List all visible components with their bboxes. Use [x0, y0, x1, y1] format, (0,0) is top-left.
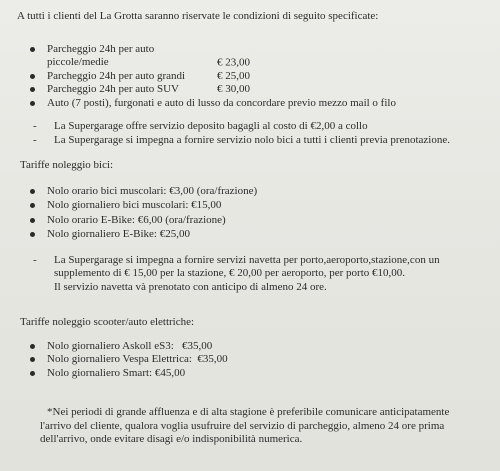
bullet-icon	[30, 189, 35, 194]
dash-icon: -	[33, 133, 37, 146]
bullet-icon	[30, 74, 35, 79]
footnote: *Nei periodi di grande affluenza e di alta stagione è preferibile comunicare anticipatamente l'arrivo del cliente, qualora voglia usufruire del servizio di parcheggio, almeno 24 ore prima dell'arrivo, onde evitare disagi e/o indisponibilità numerica.	[40, 406, 450, 445]
list-item: Nolo giornaliero Smart: €45,00	[30, 367, 486, 381]
scooter-section-title: Tariffe noleggio scooter/auto elettriche:	[20, 316, 195, 328]
list-item: Nolo giornaliero Vespa Elettrica: €35,00	[30, 353, 486, 367]
shuttle-paragraph: - La Supergarage si impegna a fornire servizi navetta per porto,aeroporto,stazione,con un supplemento di € 15,00 per la stazione, € 20,00 per aeroporto, per porto €10,00. Il servizio navetta và prenotato con anticipo di almeno 24 ore.	[33, 253, 440, 293]
bullet-icon	[30, 203, 35, 208]
bullet-icon	[30, 232, 35, 237]
list-item: Parcheggio 24h per auto piccole/medie € 23,00	[30, 43, 486, 70]
bullet-icon	[30, 218, 35, 223]
list-item: Nolo giornaliero bici muscolari: €15,00	[30, 199, 486, 213]
parking-list	[30, 43, 486, 111]
list-item: Parcheggio 24h per auto SUV € 30,00	[30, 83, 486, 97]
list-item: - La Supergarage si impegna a fornire servizio nolo bici a tutti i clienti previa prenotazione.	[33, 133, 450, 146]
bullet-icon	[30, 344, 35, 349]
bullet-icon	[30, 371, 35, 376]
services-list	[33, 120, 486, 147]
list-item: Nolo orario bici muscolari: €3,00 (ora/frazione)	[30, 185, 486, 199]
bike-section-title: Tariffe noleggio bici:	[20, 159, 114, 171]
bullet-icon	[30, 87, 35, 92]
list-item: Nolo giornaliero Askoll eS3: €35,00	[30, 340, 486, 354]
bullet-icon	[30, 47, 35, 52]
list-item: Nolo giornaliero E-Bike: €25,00	[30, 228, 486, 242]
list-item: Nolo orario E-Bike: €6,00 (ora/frazione)	[30, 214, 486, 228]
dash-icon: -	[33, 120, 37, 132]
bullet-icon	[30, 357, 35, 362]
bullet-icon	[30, 101, 35, 106]
list-item: Auto (7 posti), furgonati e auto di lusso da concordare previo mezzo mail o filo	[30, 97, 486, 111]
intro-text: A tutti i clienti del La Grotta saranno riservate le condizioni di seguito specificate:	[17, 10, 379, 22]
bike-list	[30, 185, 486, 242]
scooter-list	[30, 340, 486, 381]
list-item: Parcheggio 24h per auto grandi € 25,00	[30, 70, 486, 84]
list-item: - La Supergarage offre servizio deposito bagagli al costo di €2,00 a collo	[33, 120, 368, 132]
dash-icon: -	[33, 253, 37, 266]
